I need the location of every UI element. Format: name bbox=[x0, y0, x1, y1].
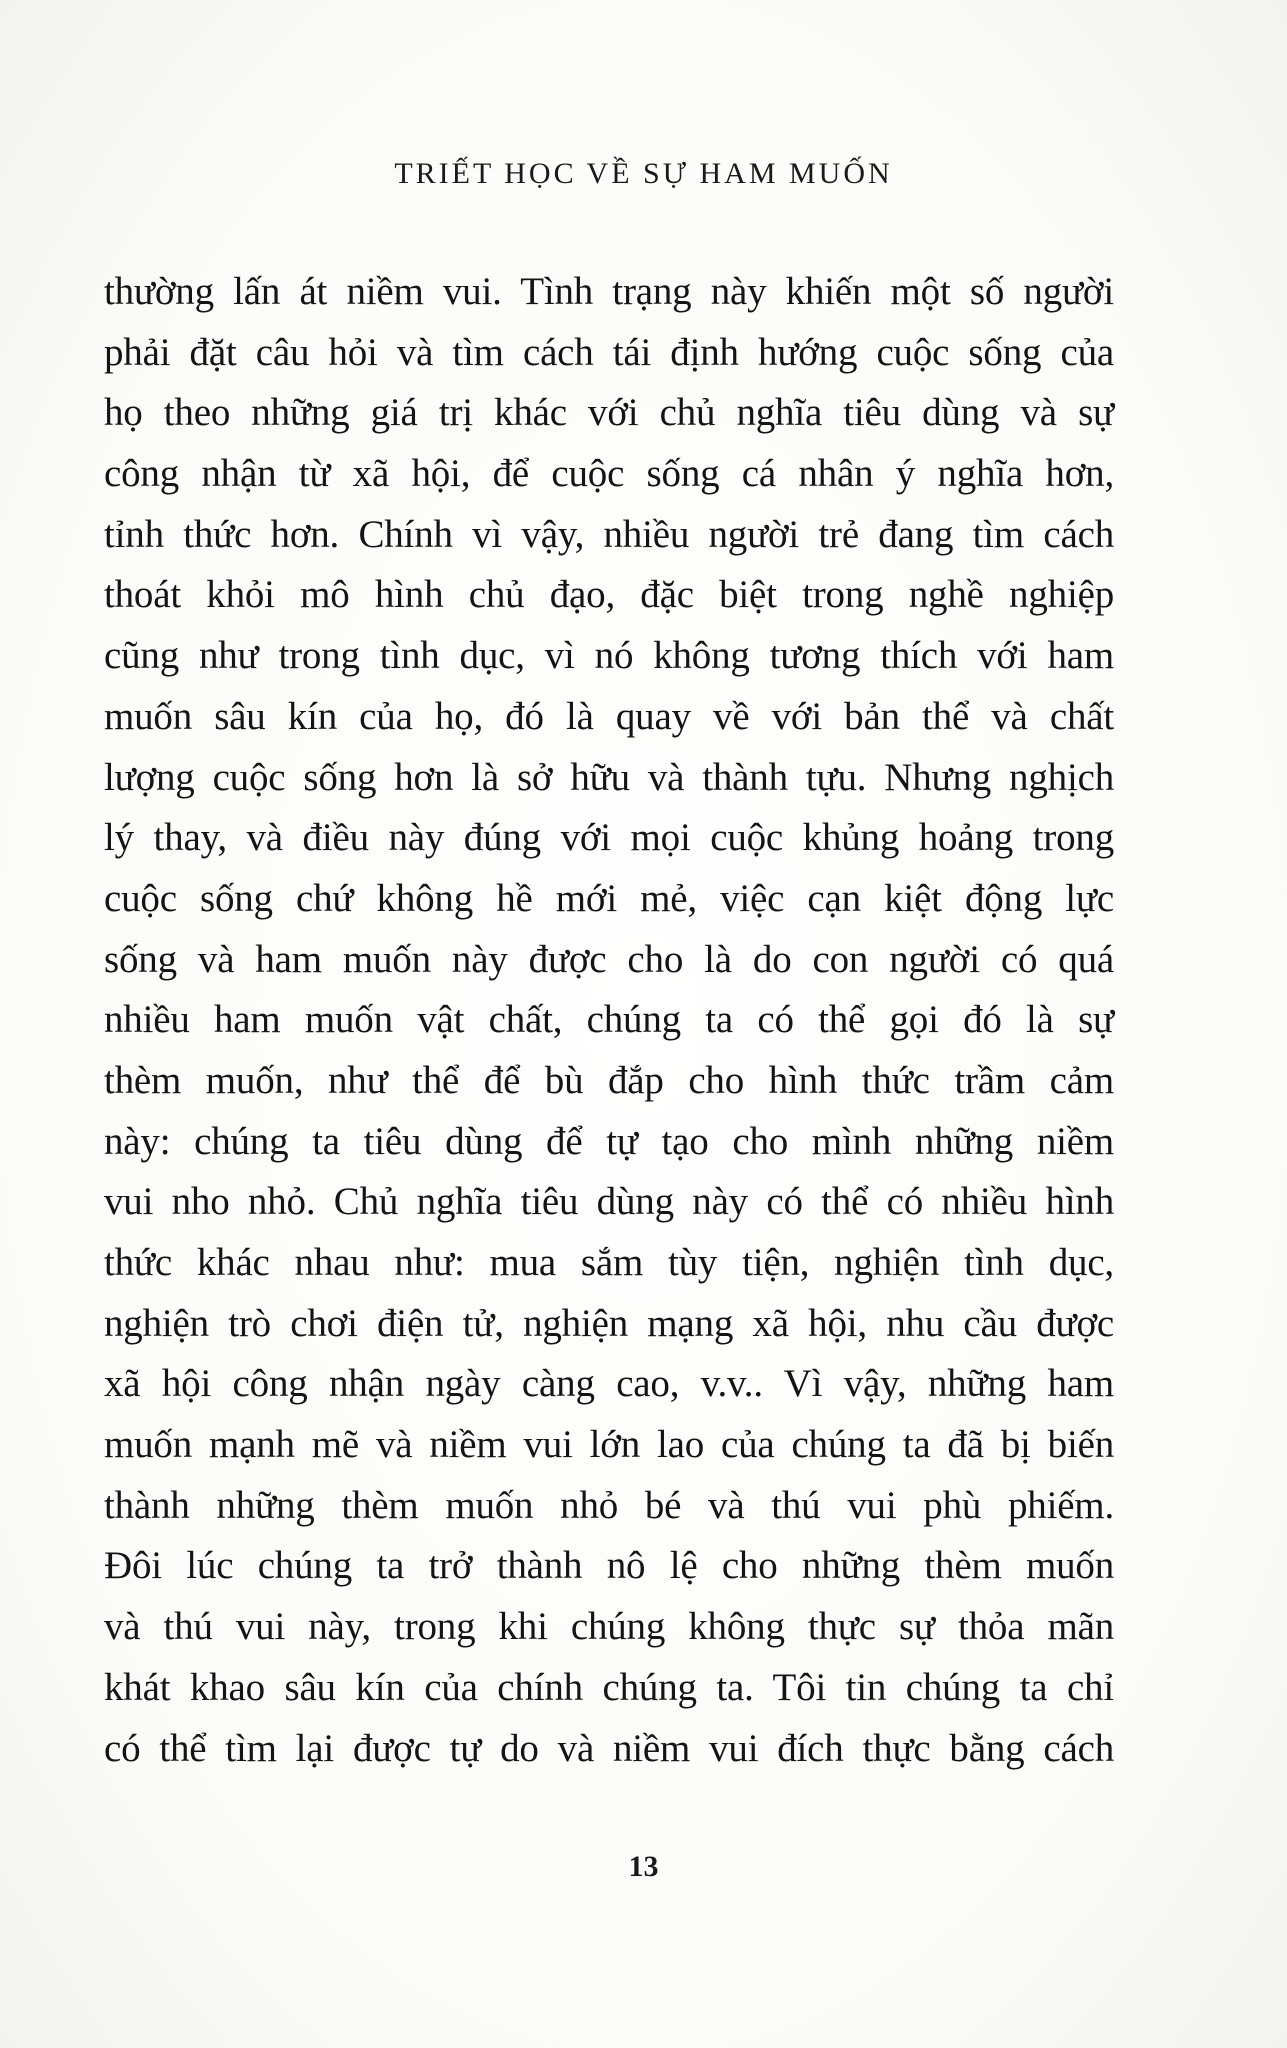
text-line: muốn sâu kín của họ, đó là quay về với bản thể và chất bbox=[104, 694, 1114, 738]
text-line: thường lấn át niềm vui. Tình trạng này khiến một số người bbox=[104, 270, 1114, 313]
text-line: phải đặt câu hỏi và tìm cách tái định hướng cuộc sống của bbox=[104, 330, 1114, 374]
text-line: xã hội công nhận ngày càng cao, v.v.. Vì vậy, những ham bbox=[104, 1362, 1114, 1406]
text-line: cũng như trong tình dục, vì nó không tương thích với ham bbox=[104, 634, 1114, 678]
text-line: khát khao sâu kín của chính chúng ta. Tôi tin chúng ta chỉ bbox=[104, 1665, 1114, 1709]
text-line: sống và ham muốn này được cho là do con người có quá bbox=[104, 937, 1114, 981]
text-line: muốn mạnh mẽ và niềm vui lớn lao của chúng ta đã bị biến bbox=[104, 1423, 1114, 1467]
text-line: họ theo những giá trị khác với chủ nghĩa tiêu dùng và sự bbox=[104, 391, 1114, 435]
text-line: và thú vui này, trong khi chúng không thực sự thỏa mãn bbox=[104, 1605, 1114, 1649]
text-line: nhiều ham muốn vật chất, chúng ta có thể gọi đó là sự bbox=[104, 998, 1114, 1042]
text-line: vui nho nhỏ. Chủ nghĩa tiêu dùng này có thể có nhiều hình bbox=[104, 1180, 1114, 1224]
body-text bbox=[104, 262, 1114, 1779]
text-line: thức khác nhau như: mua sắm tùy tiện, nghiện tình dục, bbox=[104, 1241, 1114, 1284]
page-number: 13 bbox=[628, 1850, 659, 1883]
text-line: lượng cuộc sống hơn là sở hữu và thành tựu. Nhưng nghịch bbox=[104, 755, 1114, 799]
text-line: này: chúng ta tiêu dùng để tự tạo cho mình những niềm bbox=[104, 1119, 1114, 1163]
text-line: cuộc sống chứ không hề mới mẻ, việc cạn kiệt động lực bbox=[104, 876, 1114, 920]
running-header: TRIẾT HỌC VỀ SỰ HAM MUỐN bbox=[394, 157, 893, 190]
text-line: thành những thèm muốn nhỏ bé và thú vui phù phiếm. bbox=[104, 1483, 1114, 1527]
text-line: công nhận từ xã hội, để cuộc sống cá nhân ý nghĩa hơn, bbox=[104, 452, 1114, 496]
text-line: thoát khỏi mô hình chủ đạo, đặc biệt trong nghề nghiệp bbox=[104, 573, 1114, 617]
text-line: thèm muốn, như thể để bù đắp cho hình thức trầm cảm bbox=[104, 1058, 1114, 1102]
text-line: lý thay, và điều này đúng với mọi cuộc khủng hoảng trong bbox=[104, 816, 1114, 860]
text-line: Đôi lúc chúng ta trở thành nô lệ cho những thèm muốn bbox=[104, 1544, 1114, 1588]
text-line: có thể tìm lại được tự do và niềm vui đích thực bằng cách bbox=[104, 1726, 1114, 1770]
text-line: tỉnh thức hơn. Chính vì vậy, nhiều người trẻ đang tìm cách bbox=[104, 512, 1114, 556]
text-line: nghiện trò chơi điện tử, nghiện mạng xã hội, nhu cầu được bbox=[104, 1301, 1114, 1345]
